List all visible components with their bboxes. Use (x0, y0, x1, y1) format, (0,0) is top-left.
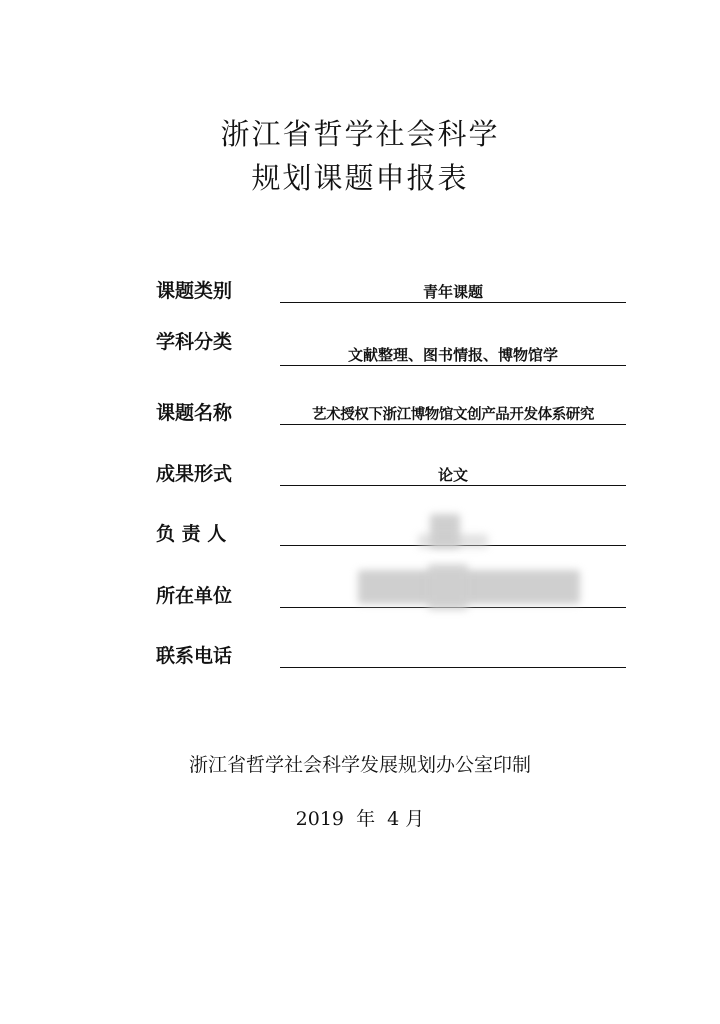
field-label: 课题类别 (156, 280, 233, 302)
field-label: 负 责 人 (156, 523, 227, 545)
field-label: 联系电话 (156, 645, 233, 667)
form-row-phone (156, 628, 626, 668)
field-value: 艺术授权下浙江博物馆文创产品开发体系研究 (312, 407, 594, 423)
field-label: 课题名称 (156, 402, 233, 424)
form-row-project-category (156, 263, 626, 303)
underline (280, 667, 626, 668)
form-row-result-format (156, 446, 626, 486)
underline (280, 302, 626, 303)
print-date: 2019 年 4 月 (295, 808, 425, 830)
underline (280, 424, 626, 425)
field-label: 学科分类 (156, 331, 233, 353)
underline (280, 485, 626, 486)
redacted-name-blur (418, 512, 498, 554)
field-value: 青年课题 (422, 283, 483, 301)
page-title-line-2: 规划课题申报表 (251, 161, 469, 195)
printing-organization: 浙江省哲学社会科学发展规划办公室印制 (188, 754, 531, 776)
form-row-subject-classification (156, 326, 626, 366)
field-label: 所在单位 (156, 585, 233, 607)
field-value: 文献整理、图书情报、博物馆学 (347, 346, 558, 364)
form-row-principal-investigator (156, 506, 626, 546)
redacted-affiliation-blur (358, 564, 588, 614)
field-value: 论文 (437, 466, 468, 484)
form-row-project-title (156, 385, 626, 425)
underline (280, 365, 626, 366)
page-title-line-1: 浙江省哲学社会科学 (220, 117, 500, 151)
field-label: 成果形式 (156, 463, 233, 485)
